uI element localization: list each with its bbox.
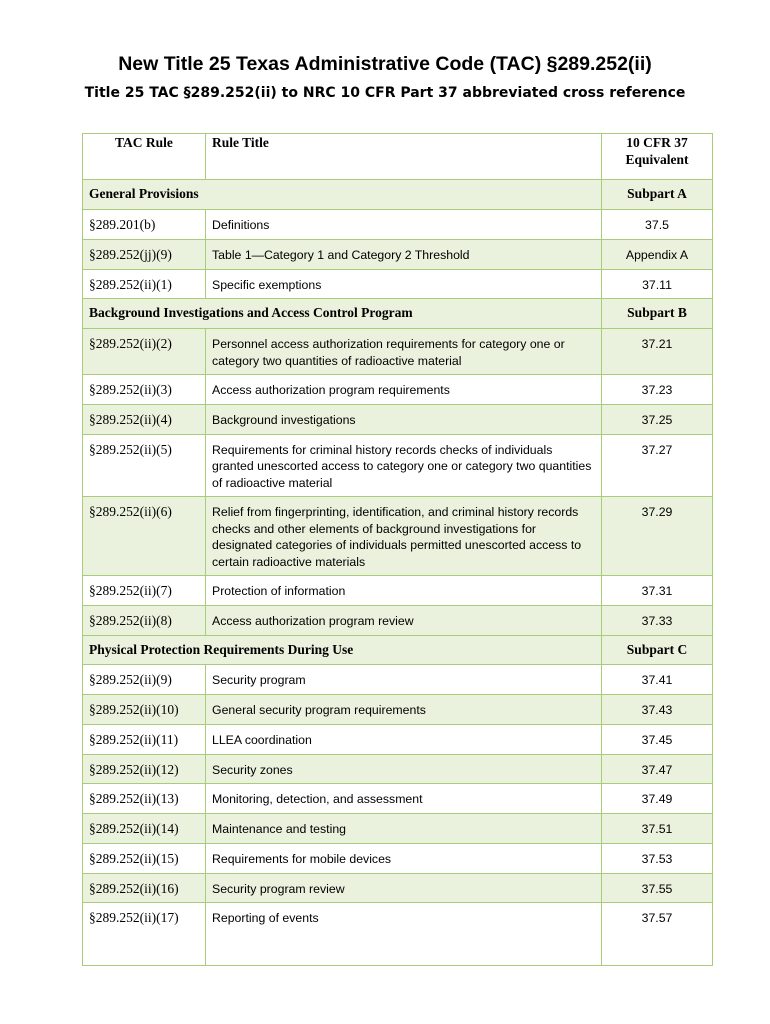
section-subpart: Subpart A [602, 180, 713, 210]
rule-title-cell: Monitoring, detection, and assessment [206, 784, 602, 814]
cfr-equivalent-cell: 37.21 [602, 329, 713, 375]
cfr-equivalent-cell: 37.49 [602, 784, 713, 814]
rule-title-cell: Specific exemptions [206, 269, 602, 299]
tac-rule-cell: §289.252(ii)(2) [83, 329, 206, 375]
rule-title-cell: Requirements for mobile devices [206, 843, 602, 873]
rule-title-cell: Maintenance and testing [206, 814, 602, 844]
cfr-equivalent-cell: 37.41 [602, 665, 713, 695]
rule-title-cell: General security program requirements [206, 695, 602, 725]
cfr-equivalent-cell: 37.29 [602, 497, 713, 576]
table-row [83, 497, 713, 576]
page-subtitle: Title 25 TAC §289.252(ii) to NRC 10 CFR Part 37 abbreviated cross reference [84, 85, 686, 101]
tac-rule-cell: §289.252(ii)(1) [83, 269, 206, 299]
cfr-equivalent-cell: 37.27 [602, 434, 713, 497]
table-body [83, 180, 713, 966]
table-row [83, 239, 713, 269]
cfr-equivalent-cell: 37.47 [602, 754, 713, 784]
cross-reference-table [82, 133, 713, 966]
cfr-equivalent-cell: 37.23 [602, 375, 713, 405]
column-header-rule-title: Rule Title [206, 134, 602, 180]
tac-rule-cell: §289.252(ii)(6) [83, 497, 206, 576]
table-row [83, 784, 713, 814]
table-row [83, 269, 713, 299]
cfr-equivalent-cell: 37.57 [602, 903, 713, 966]
page-title: New Title 25 Texas Administrative Code (TAC) §289.252(ii) [118, 53, 652, 75]
table-row [83, 814, 713, 844]
cfr-equivalent-cell: 37.53 [602, 843, 713, 873]
tac-rule-cell: §289.252(ii)(17) [83, 903, 206, 966]
table-row [83, 576, 713, 606]
table-row [83, 843, 713, 873]
column-header-tac-rule: TAC Rule [83, 134, 206, 180]
section-row [83, 299, 713, 329]
table-row [83, 210, 713, 240]
rule-title-cell: Definitions [206, 210, 602, 240]
rule-title-cell: Protection of information [206, 576, 602, 606]
table-row [83, 434, 713, 497]
section-title: Background Investigations and Access Control Program [83, 299, 602, 329]
tac-rule-cell: §289.252(ii)(8) [83, 605, 206, 635]
table-row [83, 724, 713, 754]
rule-title-cell: Background investigations [206, 404, 602, 434]
table-row [83, 754, 713, 784]
section-row [83, 180, 713, 210]
cfr-equivalent-cell: Appendix A [602, 239, 713, 269]
tac-rule-cell: §289.252(ii)(7) [83, 576, 206, 606]
tac-rule-cell: §289.252(ii)(14) [83, 814, 206, 844]
rule-title-cell: Security program review [206, 873, 602, 903]
tac-rule-cell: §289.252(ii)(16) [83, 873, 206, 903]
table-row [83, 375, 713, 405]
rule-title-cell: Table 1—Category 1 and Category 2 Threshold [206, 239, 602, 269]
rule-title-cell: Reporting of events [206, 903, 602, 966]
cfr-equivalent-cell: 37.5 [602, 210, 713, 240]
rule-title-cell: Security program [206, 665, 602, 695]
tac-rule-cell: §289.252(ii)(10) [83, 695, 206, 725]
column-header-cfr-equivalent: 10 CFR 37 Equivalent [602, 134, 713, 180]
rule-title-cell: Relief from fingerprinting, identification, and criminal history records checks and other elements of background investigations for designated categories of individuals permitted unescorted access to certain radioactive materials [206, 497, 602, 576]
table-row [83, 665, 713, 695]
rule-title-cell: Security zones [206, 754, 602, 784]
section-row [83, 635, 713, 665]
tac-rule-cell: §289.252(ii)(11) [83, 724, 206, 754]
table-row [83, 404, 713, 434]
table-row [83, 873, 713, 903]
cfr-equivalent-cell: 37.11 [602, 269, 713, 299]
cfr-equivalent-cell: 37.55 [602, 873, 713, 903]
tac-rule-cell: §289.252(ii)(4) [83, 404, 206, 434]
table-row [83, 695, 713, 725]
table-row [83, 329, 713, 375]
rule-title-cell: Personnel access authorization requirements for category one or category two quantities of radioactive material [206, 329, 602, 375]
rule-title-cell: Access authorization program requirements [206, 375, 602, 405]
cfr-equivalent-cell: 37.25 [602, 404, 713, 434]
cfr-equivalent-cell: 37.51 [602, 814, 713, 844]
section-title: General Provisions [83, 180, 602, 210]
table-row [83, 903, 713, 966]
tac-rule-cell: §289.252(ii)(15) [83, 843, 206, 873]
tac-rule-cell: §289.252(ii)(13) [83, 784, 206, 814]
tac-rule-cell: §289.252(ii)(5) [83, 434, 206, 497]
cfr-equivalent-cell: 37.31 [602, 576, 713, 606]
tac-rule-cell: §289.201(b) [83, 210, 206, 240]
section-title: Physical Protection Requirements During Use [83, 635, 602, 665]
cfr-equivalent-cell: 37.33 [602, 605, 713, 635]
rule-title-cell: Access authorization program review [206, 605, 602, 635]
section-subpart: Subpart C [602, 635, 713, 665]
rule-title-cell: Requirements for criminal history records checks of individuals granted unescorted access to category one or category two quantities of radioactive material [206, 434, 602, 497]
tac-rule-cell: §289.252(ii)(9) [83, 665, 206, 695]
section-subpart: Subpart B [602, 299, 713, 329]
rule-title-cell: LLEA coordination [206, 724, 602, 754]
table-row [83, 605, 713, 635]
tac-rule-cell: §289.252(ii)(12) [83, 754, 206, 784]
tac-rule-cell: §289.252(ii)(3) [83, 375, 206, 405]
table-header-row [83, 134, 713, 180]
cfr-equivalent-cell: 37.45 [602, 724, 713, 754]
cfr-equivalent-cell: 37.43 [602, 695, 713, 725]
tac-rule-cell: §289.252(jj)(9) [83, 239, 206, 269]
